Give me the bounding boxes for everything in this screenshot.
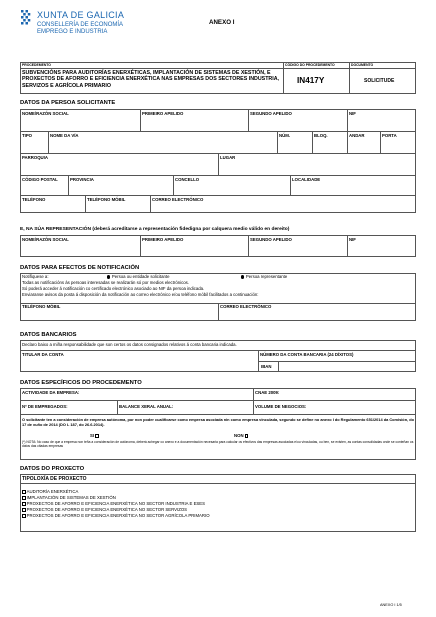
applicant-movil-label: TELÉFONO MÓBIL: [87, 197, 126, 202]
representative-surname1-label: PRIMEIRO APELIDO: [142, 237, 184, 242]
representative-name-label: NOME/RAZÓN SOCIAL: [22, 237, 69, 242]
autonomous-no-checkbox[interactable]: [245, 434, 249, 438]
annex-label: ANEXO I: [209, 19, 235, 26]
section-applicant-title: DATOS DA PERSOA SOLICITANTE: [20, 100, 116, 106]
representative-name-field[interactable]: [21, 244, 139, 256]
applicant-surname2-field[interactable]: [249, 118, 346, 130]
bank-declaration: Declaro baixo a miña responsabilidade que son certos os datos consignados relativos á conta bancaria indicada.: [22, 342, 237, 347]
applicant-bloq-label: BLOQ.: [314, 133, 328, 138]
autonomous-yes[interactable]: [90, 434, 100, 438]
autonomous-no[interactable]: [234, 434, 249, 438]
applicant-street-field[interactable]: [49, 140, 276, 152]
project-item[interactable]: [22, 508, 187, 512]
cnae-label: CNAE 2009:: [255, 390, 280, 395]
representative-surname2-label: SEGUNDO APELIDO: [250, 237, 292, 242]
applicant-concello-label: CONCELLO: [175, 177, 200, 182]
procedure-code: IN417Y: [297, 76, 325, 85]
project-item-checkbox[interactable]: [22, 508, 26, 512]
autonomous-yes-checkbox[interactable]: [95, 434, 99, 438]
applicant-provincia-label: PROVINCIA: [70, 177, 94, 182]
page-number: ANEXO I 1/5: [380, 603, 402, 607]
applicant-num-label: NÚM.: [279, 133, 290, 138]
applicant-via-label: NOME DA VÍA: [50, 133, 79, 138]
applicant-surname1-label: PRIMEIRO APELIDO: [142, 111, 184, 116]
balance-label: BALANCE XERAL ANUAL:: [119, 404, 174, 409]
procedure-code-label: CÓDIGO DO PROCEDEMENTO: [285, 63, 335, 67]
bank-holder-label: TITULAR DA CONTA: [22, 352, 64, 357]
notification-email-label: CORREO ELECTRÓNICO: [220, 304, 272, 309]
radio-applicant-icon[interactable]: [107, 275, 110, 278]
applicant-surname1-field[interactable]: [141, 118, 247, 130]
bank-holder-field[interactable]: [21, 359, 257, 371]
applicant-nif-field[interactable]: [348, 118, 415, 130]
xunta-emblem-icon: [20, 10, 34, 28]
applicant-porta-label: PORTA: [382, 133, 397, 138]
applicant-lugar-label: LUGAR: [220, 155, 236, 160]
applicant-name-label: NOME/RAZÓN SOCIAL: [22, 111, 69, 116]
notify-option-representative-label: Persoa representante: [245, 274, 288, 279]
project-item-label: PROXECTOS DE AFORRO E EFICIENCIA ENERXÉTICA NO SECTOR SERVIZOS: [26, 507, 188, 512]
project-item[interactable]: [22, 496, 116, 500]
procedure-label: PROCEDEMENTO: [22, 63, 51, 67]
applicant-tipo-label: TIPO: [22, 133, 33, 138]
project-item[interactable]: [22, 502, 205, 506]
notify-option-representative[interactable]: [241, 275, 287, 279]
section-project-title: DATOS DO PROXECTO: [20, 466, 85, 472]
applicant-localidade-label: LOCALIDADE: [292, 177, 321, 182]
org-name: XUNTA DE GALICIA: [37, 10, 125, 20]
applicant-parroquia-label: PARROQUIA: [22, 155, 48, 160]
radio-representative-icon[interactable]: [241, 275, 244, 278]
notification-movil-label: TELÉFONO MÓBIL: [22, 304, 61, 309]
applicant-lugar-field[interactable]: [219, 162, 415, 174]
project-item-checkbox[interactable]: [22, 514, 26, 518]
applicant-cp-label: CÓDIGO POSTAL: [22, 177, 58, 182]
project-item-label: PROXECTOS DE AFORRO E EFICIENCIA ENERXÉTICA NO SECTOR AGRÍCOLA PRIMARIO: [26, 513, 210, 518]
document-label: DOCUMENTO: [351, 63, 374, 67]
project-item-label: PROXECTOS DE AFORRO E EFICIENCIA ENERXÉTICA NO SECTOR INDUSTRIA E ESES: [26, 501, 206, 506]
notification-line-1: Todas as notificacións ás persoas interesadas se realizarán só por medios electrónicos.: [22, 280, 189, 285]
applicant-parroquia-field[interactable]: [21, 162, 217, 174]
representative-nif-label: NIF: [349, 237, 356, 242]
applicant-email-label: CORREO ELECTRÓNICO: [152, 197, 204, 202]
project-item-checkbox[interactable]: [22, 490, 26, 494]
bank-account-field[interactable]: [280, 362, 415, 371]
notification-line-3: Enviaranse avisos da posta á disposición da notificación ao correo electrónico e/ou teléfono móbil facilitados a continuación:: [22, 292, 259, 297]
xunta-logo: [20, 8, 160, 48]
section-notification-title: DATOS PARA EFECTOS DE NOTIFICACIÓN: [20, 265, 140, 271]
project-item[interactable]: [22, 490, 78, 494]
project-item-checkbox[interactable]: [22, 502, 26, 506]
notification-line-2: Só poderá acceder á notificación co certificado electrónico asociado ao NIF da persoa indicada.: [22, 286, 205, 291]
notify-option-applicant-label: Persoa ou entidade solicitante: [111, 274, 170, 279]
turnover-label: VOLUME DE NEGOCIOS:: [255, 404, 307, 409]
autonomous-statement: O solicitante ten a consideración de empresa autónoma, por non poder cualificarse como empresa asociada nin como empresa vinculada, segundo se define no anexo I do Regulamento 651/2014 da Comisión, do 17 de xuño de 2014 (DO L 187, do 26.6.2014).: [22, 417, 414, 427]
project-item-checkbox[interactable]: [22, 496, 26, 500]
project-item-label: AUDITORÍA ENERXÉTICA: [26, 489, 79, 494]
notify-option-applicant[interactable]: [107, 275, 169, 279]
activity-label: ACTIVIDADE DA EMPRESA:: [22, 390, 80, 395]
notification-movil-field[interactable]: [21, 311, 217, 320]
project-item[interactable]: [22, 514, 210, 518]
bank-iban-label: IBAN: [261, 364, 272, 369]
notify-to-label: Notifíquese a:: [22, 274, 49, 279]
applicant-andar-label: ANDAR: [349, 133, 365, 138]
project-typology-label: TIPOLOXÍA DE PROXECTO: [22, 476, 87, 482]
applicant-nif-label: NIF: [349, 111, 356, 116]
applicant-name-field[interactable]: [21, 118, 139, 130]
applicant-telefono-label: TELÉFONO: [22, 197, 46, 202]
employees-label: Nº DE EMPREGADOS:: [22, 404, 68, 409]
section-specific-title: DATOS ESPECÍFICOS DO PROCEDEMENTO: [20, 380, 142, 386]
project-item-label: IMPLANTACIÓN DE SISTEMAS DE XESTIÓN: [26, 495, 116, 500]
autonomous-yes-label: SI: [90, 433, 95, 438]
section-representative-title: E, NA SÚA REPRESENTACIÓN (deberá acreditarse a representación fidedigna por calquera medio válido en dereito): [20, 227, 290, 232]
autonomous-no-label: NON: [234, 433, 244, 438]
applicant-surname2-label: SEGUNDO APELIDO: [250, 111, 292, 116]
autonomous-note: (*) NOTA: No caso de que a empresa non teña a consideración de autónoma, deberá achegar co anexo e a documentación necesaria para calcular os efectivos das empresas asociadas e/ou vinculadas, ou ben, se existen, as contas consolidadas onde se conteñan os datos das citadas empresas: [22, 440, 414, 448]
org-department: CONSELLERÍA DE ECONOMÍA: [37, 22, 124, 28]
document-type: SOLICITUDE: [364, 78, 395, 84]
bank-account-label: NÚMERO DA CONTA BANCARIA (24 DÍXITOS): [260, 352, 354, 357]
applicant-email-field[interactable]: [151, 204, 415, 212]
notification-email-field[interactable]: [219, 311, 415, 320]
section-bank-title: DATOS BANCARIOS: [20, 332, 77, 338]
org-department-2: EMPREGO E INDUSTRIA: [37, 29, 108, 35]
procedure-title: SUBVENCIÓNS PARA AUDITORÍAS ENERXÉTICAS, IMPLANTACIÓN DE SISTEMAS DE XESTIÓN, E PROXECTOS DE AFORRO E EFICIENCIA ENERXÉTICA NAS EMPRESAS DOS SECTORES INDUSTRIA, SERVIZOS E AGRÍCOLA PRIMARIO: [22, 70, 280, 89]
